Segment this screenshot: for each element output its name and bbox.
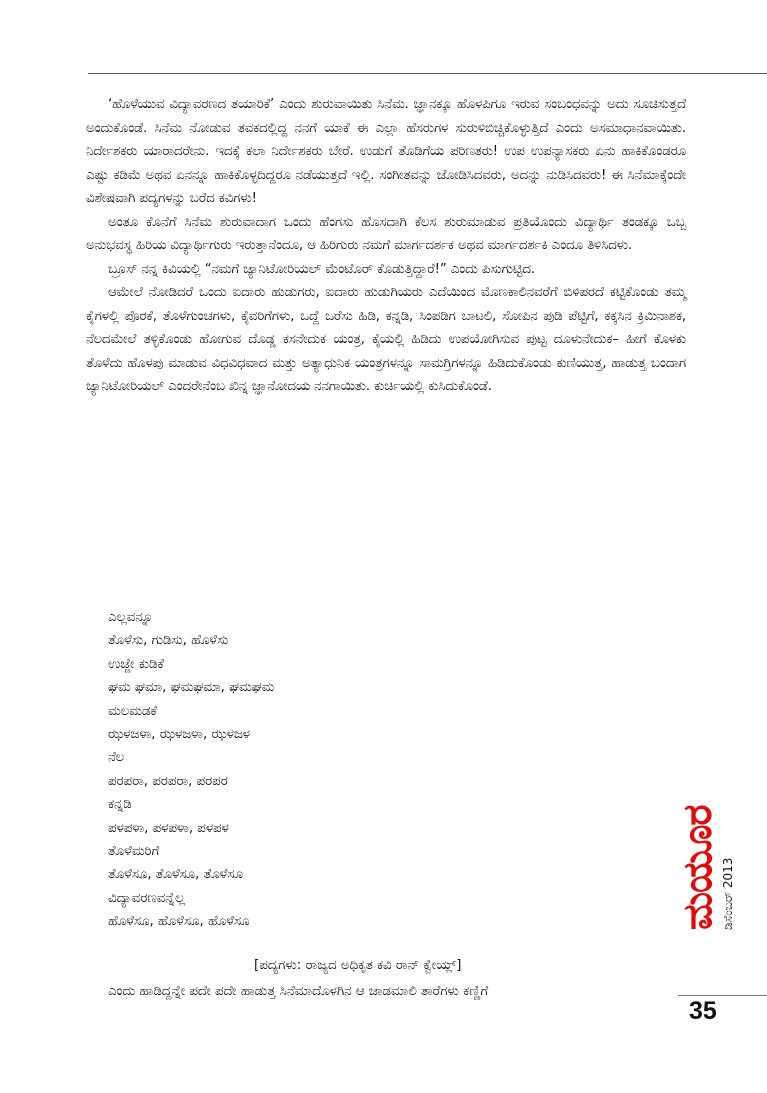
footer-rule bbox=[678, 995, 767, 996]
poem-line: ನೆಲ bbox=[108, 750, 125, 766]
poem-attribution: [ಪದ್ಯಗಳು: ರಾಜ್ಯದ ಅಧಿಕೃತ ಕವಿ ರಾನ್ ಕ್ವೇಯ್ಲ್] bbox=[254, 958, 462, 973]
poem-line: ತೊಳೆಮರಿಗೆ bbox=[108, 844, 160, 860]
poem-line: ಎಲ್ಲವನ್ನೂ bbox=[108, 610, 153, 625]
issue-date: ಡಿಸೆಂಬರ್ 2013 bbox=[721, 857, 735, 930]
poem-line: ತೊಳೆಸು, ಗುಡಿಸು, ಹೊಳೆಸು bbox=[108, 633, 229, 649]
poem-line: ವಿದ್ಯಾವರಣವನ್ನೆಲ್ಲ bbox=[108, 890, 186, 906]
poem-line: ಪರಪರಾ, ಪರಪರಾ, ಪರಪರ bbox=[108, 773, 228, 789]
poem-line: ಉಜ್ಜೇ ಕುಡಿಕೆ bbox=[108, 656, 164, 672]
poem-line: ತೊಳೆಸೂ, ತೊಳೆಸೂ, ತೊಳೆಸೂ bbox=[108, 867, 243, 883]
poem-line: ಘಮ ಘಮಾ, ಘಮಘಮಾ, ಘಮಘಮ bbox=[108, 680, 275, 696]
header-rule bbox=[88, 73, 767, 74]
article-body bbox=[86, 93, 686, 399]
article-paragraph: ಆಮೇಲೆ ನೋಡಿದರೆ ಒಂದು ಐದಾರು ಹುಡುಗರು, ಐದಾರು ಹುಡುಗಿಯರು ಎದೆಯಿಂದ ಮೊಣಕಾಲಿನವರೆಗೆ ಬಿಳಿಪರದೆ ಕಟ್ಟಿಕೊಂಡು ತಮ್ಮ ಕೈಗಳಲ್ಲಿ ಪೊರಕೆ, ತೊಳೆಗುಂಚಗಳು, ಕೈವರಿಗೆಗಳು, ಒದ್ದೆ ಒರೆಸು ಹಿಡಿ, ಕನ್ನಡಿ, ಸಿಂಪಡಿಗ ಬಾಟಲಿ, ಸೋಪಿನ ಪುಡಿ ಪೆಟ್ಟಿಗೆ, ಕಕ್ಕಸಿನ ಕ್ರಿಮಿನಾಶಕ, ನೆಲದಮೇಲೆ ತಳ್ಳಿಕೊಂಡು ಹೋಗುವ ದೊಡ್ಡ ಕಸನೇದುಕ ಯಂತ್ರ, ಕೈಯಲ್ಲಿ ಹಿಡಿದು ಉಪಯೋಗಿಸುವ ಪುಟ್ಟ ದೂಳುನೇದುಕ– ಹೀಗೆ ಕೊಳಕು ತೊಳೆದು ಹೊಳಪು ಮಾಡುವ ವಿಧವಿಧವಾದ ಮತ್ತು ಅತ್ಯಾಧುನಿಕ ಯಂತ್ರಗಳನ್ನೂ ಸಾಮಗ್ರಿಗಳನ್ನೂ ಹಿಡಿದುಕೊಂಡು ಕುಣಿಯುತ್ತ, ಹಾಡುತ್ತ ಬಂದಾಗ ಜ್ಯಾನಿಟೋರಿಯಲ್ ಎಂದರೇನೆಂಬ ಖಿನ್ನ ಜ್ಞಾನೋದಯ ನನಗಾಯಿತು. ಕುರ್ಚಿಯಲ್ಲಿ ಕುಸಿದುಕೊಂಡೆ. bbox=[86, 285, 686, 394]
article-paragraph: ‘ಹೊಳೆಯುವ ವಿದ್ಯಾವರಣದ ತಯಾರಿಕೆ’ ಎಂದು ಶುರುವಾಯಿತು ಸಿನೆಮ. ಜ್ಞಾನಕ್ಕೂ ಹೊಳಪಿಗೂ ಇರುವ ಸಂಬಂಧವನ್ನು ಅದು ಸೂಚಿಸುತ್ತದೆ ಅಂದುಕೊಂಡೆ. ಸಿನೆಮ ನೋಡುವ ತವಕದಲ್ಲಿದ್ದ ನನಗೆ ಯಾಕೆ ಈ ಎಲ್ಲಾ ಹೆಸರುಗಳ ಸುರುಳಿಬಿಚ್ಚಿಕೊಳ್ಳುತ್ತಿದೆ ಎಂದು ಅಸಮಾಧಾನವಾಯಿತು. ನಿರ್ದೇಶಕರು ಯಾರಾದರೇನು. ಇದಕ್ಕೆ ಕಲಾ ನಿರ್ದೇಶಕರು ಬೇರೆ. ಉಡುಗೆ ತೊಡಿಗೆಯ ಪರಿಣತರು! ಉಪ ಉಪನ್ಯಾಸಕರು ಏನು ಹಾಕಿಕೊಂಡರೂ ಎಷ್ಟು ಕಡಿಮೆ ಅಥವ ಏನನ್ನೂ ಹಾಕಿಕೊಳ್ಳದಿದ್ದರೂ ನಡೆಯುತ್ತದೆ ಇಲ್ಲಿ. ಸಂಗೀತವನ್ನು ಜೋಡಿಸಿದವರು, ಅದನ್ನು ನುಡಿಸಿದವರು! ಈ ಸಿನೆಮಾಕ್ಕೆಂದೇ ವಿಶೇಷವಾಗಿ ಪದ್ಯಗಳನ್ನು ಬರೆದ ಕವಿಗಳು! bbox=[86, 97, 686, 206]
article-paragraph: ಅಂತೂ ಕೊನೆಗೆ ಸಿನೆಮ ಶುರುವಾದಾಗ ಒಂದು ಹೆಂಗಸು ಹೊಸದಾಗಿ ಕೆಲಸ ಶುರುಮಾಡುವ ಪ್ರತಿಯೊಂದು ವಿದ್ಯಾರ್ಥಿ ತಂಡಕ್ಕೂ ಒಬ್ಬ ಅನುಭವಸ್ಥ ಹಿರಿಯ ವಿದ್ಯಾರ್ಥಿಗುರು ಇರುತ್ತಾನೆಂದೂ, ಆ ಹಿರಿಗುರು ನಮಗೆ ಮಾರ್ಗದರ್ಶಕ ಅಥವ ಮಾರ್ಗದರ್ಶಕಿ ಎಂದೂ ತಿಳಿಸಿದಳು. bbox=[86, 214, 686, 253]
closing-line: ಎಂದು ಹಾಡಿದ್ದನ್ನೇ ಪದೇ ಪದೇ ಹಾಡುತ್ತ ಸಿನೆಮಾದೊಳಗಿನ ಆ ಜಾಡಮಾಲಿ ತಾರೆಗಳು ಕಣ್ಣಿಗೆ bbox=[108, 984, 489, 999]
magazine-masthead bbox=[675, 805, 758, 988]
article-paragraph: ಬ್ರೂಸ್ ನನ್ನ ಕಿವಿಯಲ್ಲಿ “ನಮಗೆ ಜ್ಯಾನಿಟೋರಿಯಲ್ ಮೆಂಟೊರ್ ಕೊಡುತ್ತಿದ್ದಾರೆ!” ಎಂದು ಪಿಸುಗುಟ್ಟಿದ. bbox=[108, 261, 536, 277]
poem-line: ಪಳಪಳಾ, ಪಳಪಳಾ, ಪಳಪಳ bbox=[108, 820, 229, 836]
poem-block bbox=[108, 606, 528, 934]
poem-line: ಝಳಜಳಾ, ಝಳಜಳಾ, ಝಳಜಳ bbox=[108, 727, 250, 743]
magazine-logo: ಮಯೂರ bbox=[675, 805, 721, 930]
poem-line: ಕನ್ನಡಿ bbox=[108, 797, 132, 813]
poem-line: ಮಲಮಡಕೆ bbox=[108, 703, 157, 719]
poem-line: ಹೊಳೆಸೂ, ಹೊಳೆಸೂ, ಹೊಳೆಸೂ bbox=[108, 914, 250, 930]
page-number: 35 bbox=[689, 997, 717, 1025]
